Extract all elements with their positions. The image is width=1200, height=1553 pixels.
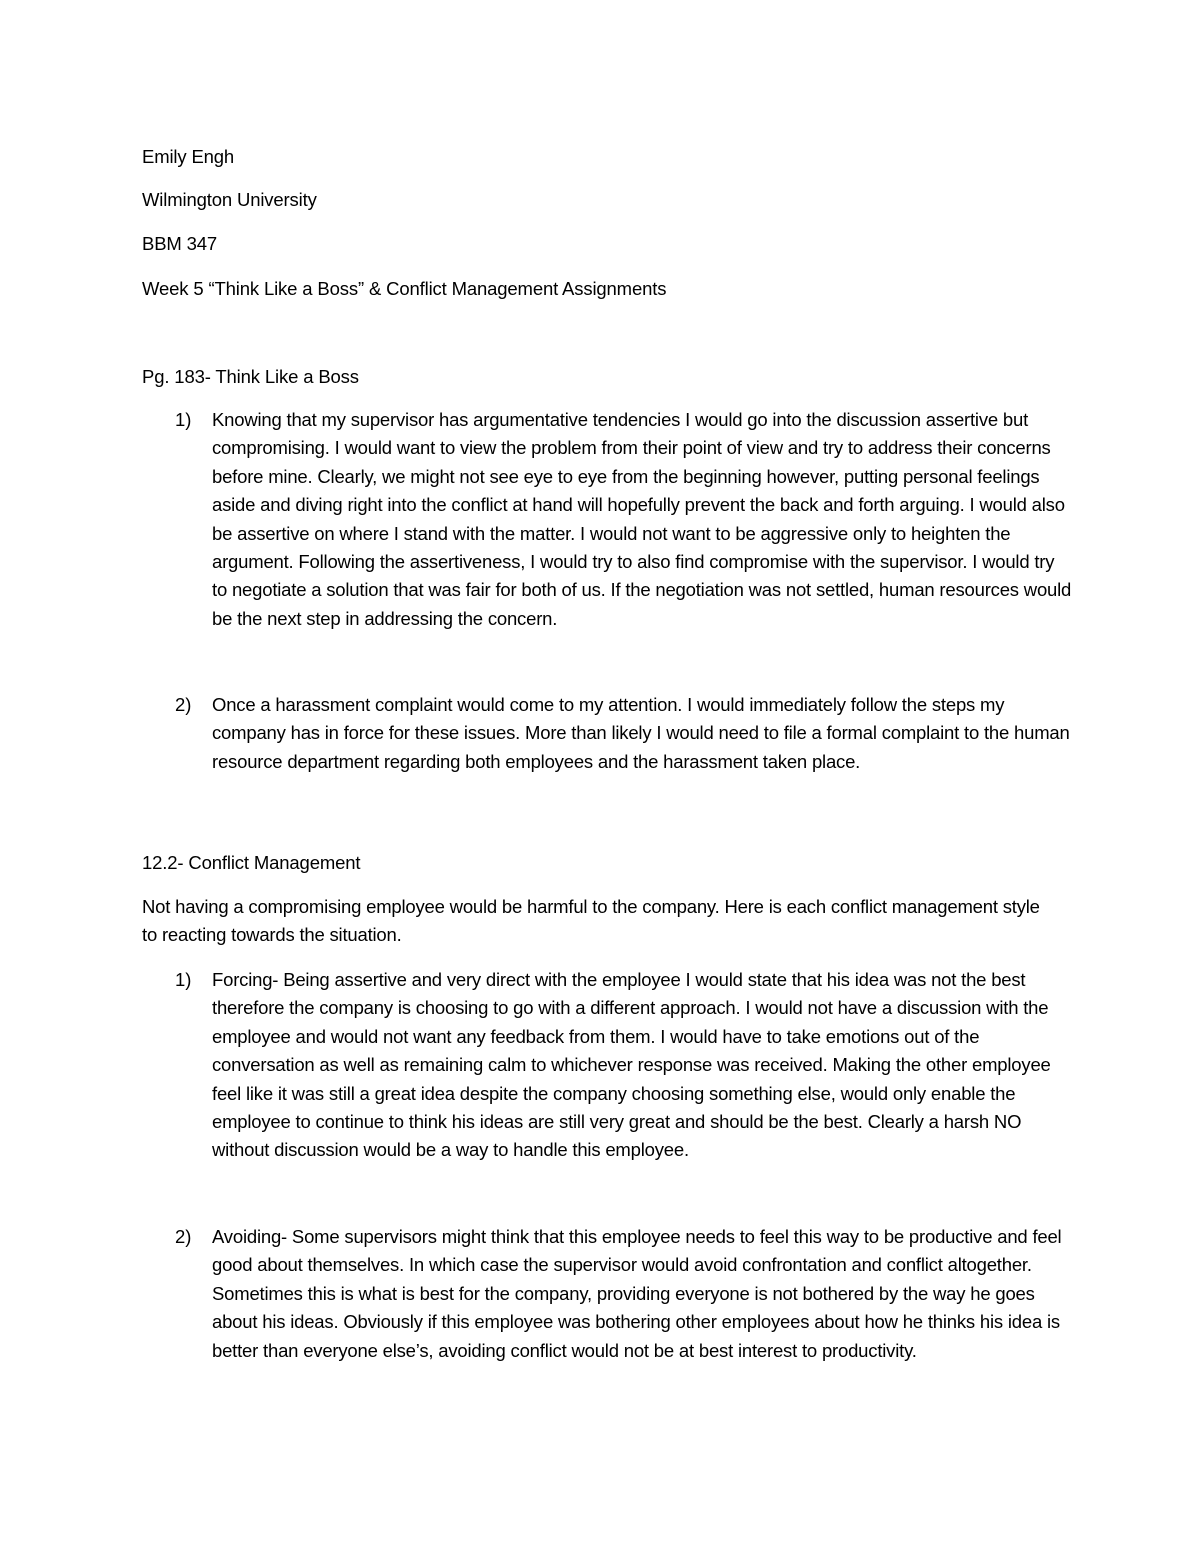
- author-name: Emily Engh: [142, 146, 235, 167]
- section2-intro: Not having a compromising employee would be harmful to the company. Here is each conflict management style to reacting towards the situation.: [142, 896, 1040, 946]
- section2-item1-text: Forcing- Being assertive and very direct with the employee I would state that his idea was not the best therefore the company is choosing to go with a different approach. I would not have a discussion with the employee and would not want any feedback from them. I would have to take emotions out of the conversation as well as remaining calm to whichever response was received. Making the other employee feel like it was still a great idea despite the company choosing something else, would only enable the employee to continue to think his ideas are still very great and should be the best. Clearly a harsh NO without discussion would be a way to handle this employee.: [212, 969, 1051, 1161]
- section2-item2-number: 2): [175, 1226, 192, 1247]
- course-code: BBM 347: [142, 233, 218, 254]
- section2-heading: 12.2- Conflict Management: [142, 852, 361, 873]
- assignment-title: Week 5 “Think Like a Boss” & Conflict Management Assignments: [142, 278, 667, 299]
- section2-item2-text: Avoiding- Some supervisors might think that this employee needs to feel this way to be productive and feel good about themselves. In which case the supervisor would avoid confrontation and conflict altogether. Sometimes this is what is best for the company, providing everyone is not bothered by the way he goes about his ideas. Obviously if this employee was bothering other employees about how he thinks his idea is better than everyone else’s, avoiding conflict would not be at best interest to productivity.: [212, 1226, 1062, 1361]
- section1-item1-number: 1): [175, 409, 192, 430]
- section1-item1-text: Knowing that my supervisor has argumentative tendencies I would go into the discussion assertive but compromising. I would want to view the problem from their point of view and try to address their concerns before mine. Clearly, we might not see eye to eye from the beginning however, putting personal feelings aside and diving right into the conflict at hand will hopefully prevent the back and forth arguing. I would also be assertive on where I stand with the matter. I would not want to be aggressive only to heighten the argument. Following the assertiveness, I would try to also find compromise with the supervisor. I would try to negotiate a solution that was fair for both of us. If the negotiation was not settled, human resources would be the next step in addressing the concern.: [212, 409, 1072, 629]
- section1-item2-text: Once a harassment complaint would come to my attention. I would immediately follow the steps my company has in force for these issues. More than likely I would need to file a formal complaint to the human resource department regarding both employees and the harassment taken place.: [212, 694, 1070, 772]
- section1-heading: Pg. 183- Think Like a Boss: [142, 366, 359, 387]
- school-name: Wilmington University: [142, 189, 317, 210]
- section1-item2-number: 2): [175, 694, 192, 715]
- section2-item1-number: 1): [175, 969, 192, 990]
